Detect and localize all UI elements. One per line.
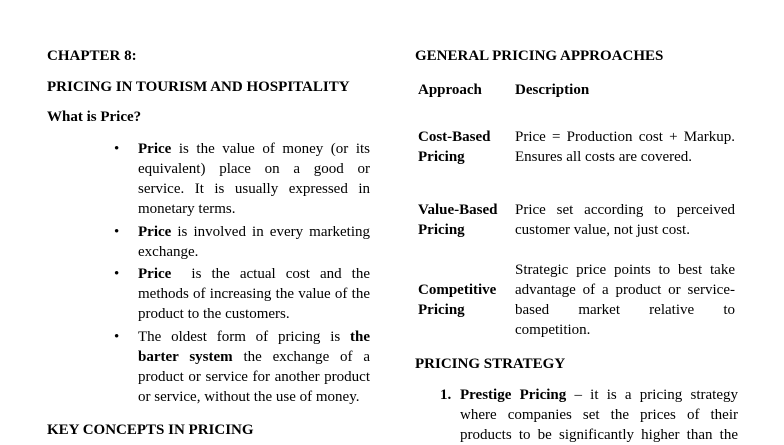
- list-item: The oldest form of pricing is the barter system the exchange of a product or service for another product or service, without the use of money.: [138, 329, 370, 405]
- table-row-description: Price = Production cost + Markup. Ensures all costs are covered.: [515, 129, 735, 165]
- bullet-dot: •: [114, 224, 120, 240]
- bullet-dot: •: [114, 329, 120, 345]
- list-item: Price is the value of money (or its equivalent) place on a good or service. It is usually expressed in monetary terms.: [138, 141, 370, 217]
- table-row-description: Price set according to perceived customer value, not just cost.: [515, 202, 735, 238]
- chapter-title: PRICING IN TOURISM AND HOSPITALITY: [47, 79, 350, 95]
- section-heading-general-pricing: GENERAL PRICING APPROACHES: [415, 48, 664, 64]
- table-header-approach: Approach: [418, 82, 482, 98]
- list-item: Price is involved in every marketing exchange.: [138, 224, 370, 260]
- section-heading-pricing-strategy: PRICING STRATEGY: [415, 356, 566, 372]
- section-heading-what-is-price: What is Price?: [47, 109, 142, 125]
- bullet-dot: •: [114, 266, 120, 282]
- table-row-description: Strategic price points to best take advantage of a product or service- based market relative to competition.: [515, 262, 735, 338]
- table-row-approach: Value-Based Pricing: [418, 202, 498, 238]
- chapter-label: CHAPTER 8:: [47, 48, 137, 64]
- table-row-approach: Competitive Pricing: [418, 282, 497, 318]
- table-row-approach: Cost-Based Pricing: [418, 129, 491, 165]
- table-header-description: Description: [515, 82, 590, 98]
- list-item: Price is the actual cost and the methods of increasing the value of the product to the customers.: [138, 266, 370, 322]
- section-heading-key-concepts: KEY CONCEPTS IN PRICING: [47, 422, 254, 438]
- list-number: 1.: [440, 387, 452, 403]
- bullet-dot: •: [114, 141, 120, 157]
- list-item: Prestige Pricing – it is a pricing strategy where companies set the prices of their products to be significantly higher than the: [460, 387, 738, 443]
